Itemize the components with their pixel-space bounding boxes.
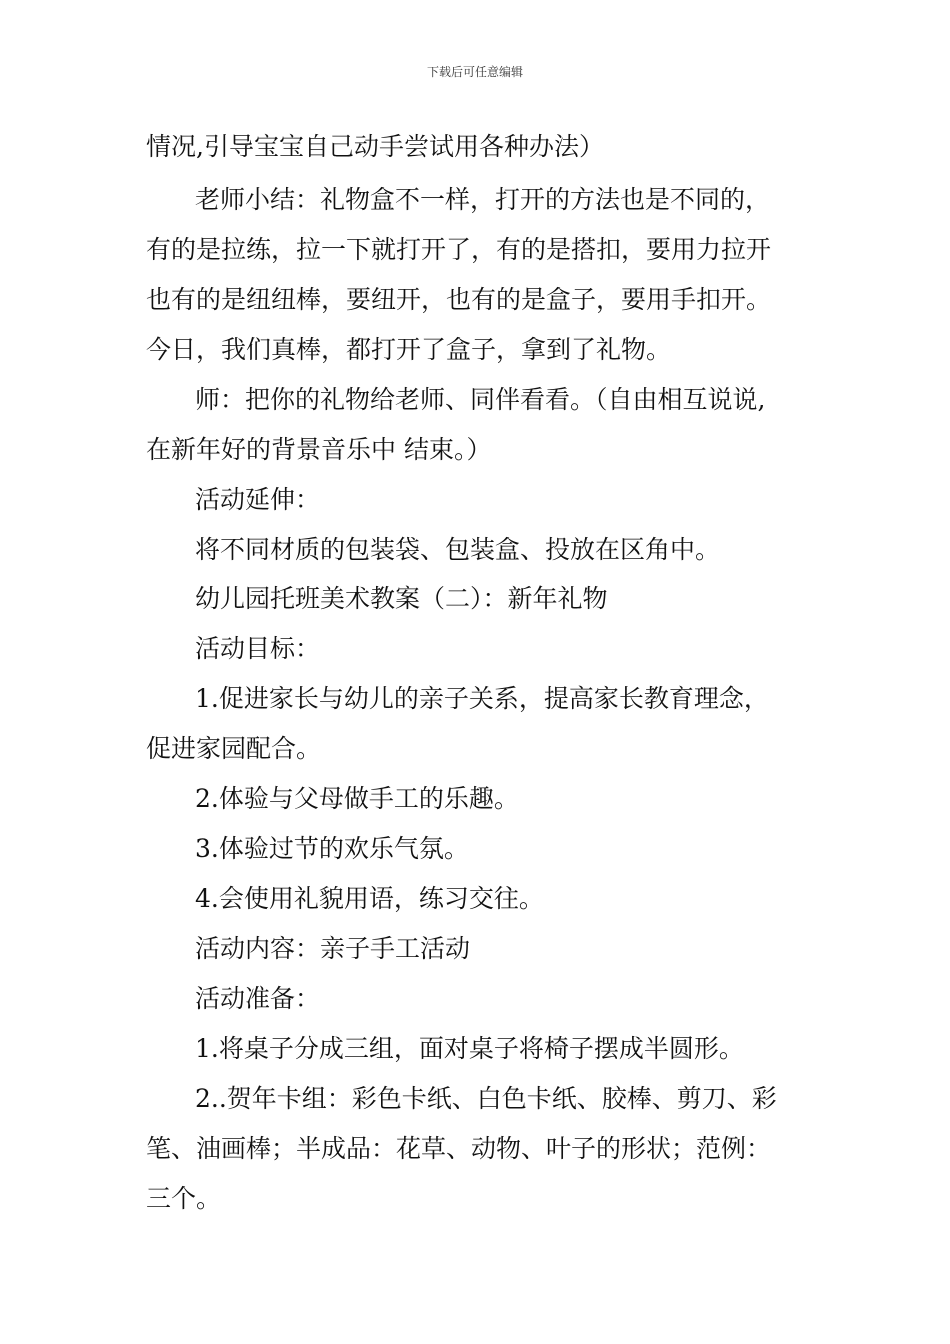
list-item: 1.将桌子分成三组，面对桌子将椅子摆成半圆形。 bbox=[195, 1034, 744, 1063]
text-line: 促进家园配合。 bbox=[146, 734, 322, 763]
list-item: 1.促进家长与幼儿的亲子关系，提高家长教育理念， bbox=[195, 684, 769, 713]
text-line: 老师小结：礼物盒不一样，打开的方法也是不同的， bbox=[195, 185, 771, 214]
text-line: 情况,引导宝宝自己动手尝试用各种办法） bbox=[146, 132, 604, 161]
text-line: 今日，我们真棒，都打开了盒子，拿到了礼物。 bbox=[146, 335, 672, 364]
section-title: 幼儿园托班美术教案（二）：新年礼物 bbox=[195, 584, 608, 613]
text-line: 也有的是纽纽棒，要纽开，也有的是盒子，要用手扣开。 bbox=[146, 285, 772, 314]
text-line: 在新年好的背景音乐中 结束。） bbox=[146, 435, 492, 464]
text-line: 将不同材质的包装袋、包装盒、投放在区角中。 bbox=[195, 535, 721, 564]
page-header: 下载后可任意编辑 bbox=[426, 65, 523, 79]
list-item: 2..贺年卡组：彩色卡纸、白色卡纸、胶棒、剪刀、彩 bbox=[195, 1084, 777, 1113]
text-line: 三个。 bbox=[146, 1184, 222, 1213]
text-line: 有的是拉练，拉一下就打开了，有的是搭扣，要用力拉开 bbox=[146, 235, 772, 264]
list-item: 2.体验与父母做手工的乐趣。 bbox=[195, 784, 519, 813]
list-item: 4.会使用礼貌用语，练习交往。 bbox=[195, 884, 544, 913]
text-line: 活动延伸： bbox=[195, 485, 321, 514]
text-line: 笔、油画棒；半成品：花草、动物、叶子的形状；范例： bbox=[146, 1134, 772, 1163]
text-line: 活动准备： bbox=[195, 984, 321, 1013]
text-line: 活动目标： bbox=[195, 634, 321, 663]
text-line: 师：把你的礼物给老师、同伴看看。（自由相互说说, bbox=[195, 385, 766, 414]
list-item: 3.体验过节的欢乐气氛。 bbox=[195, 834, 469, 863]
text-line: 活动内容：亲子手工活动 bbox=[195, 934, 471, 963]
